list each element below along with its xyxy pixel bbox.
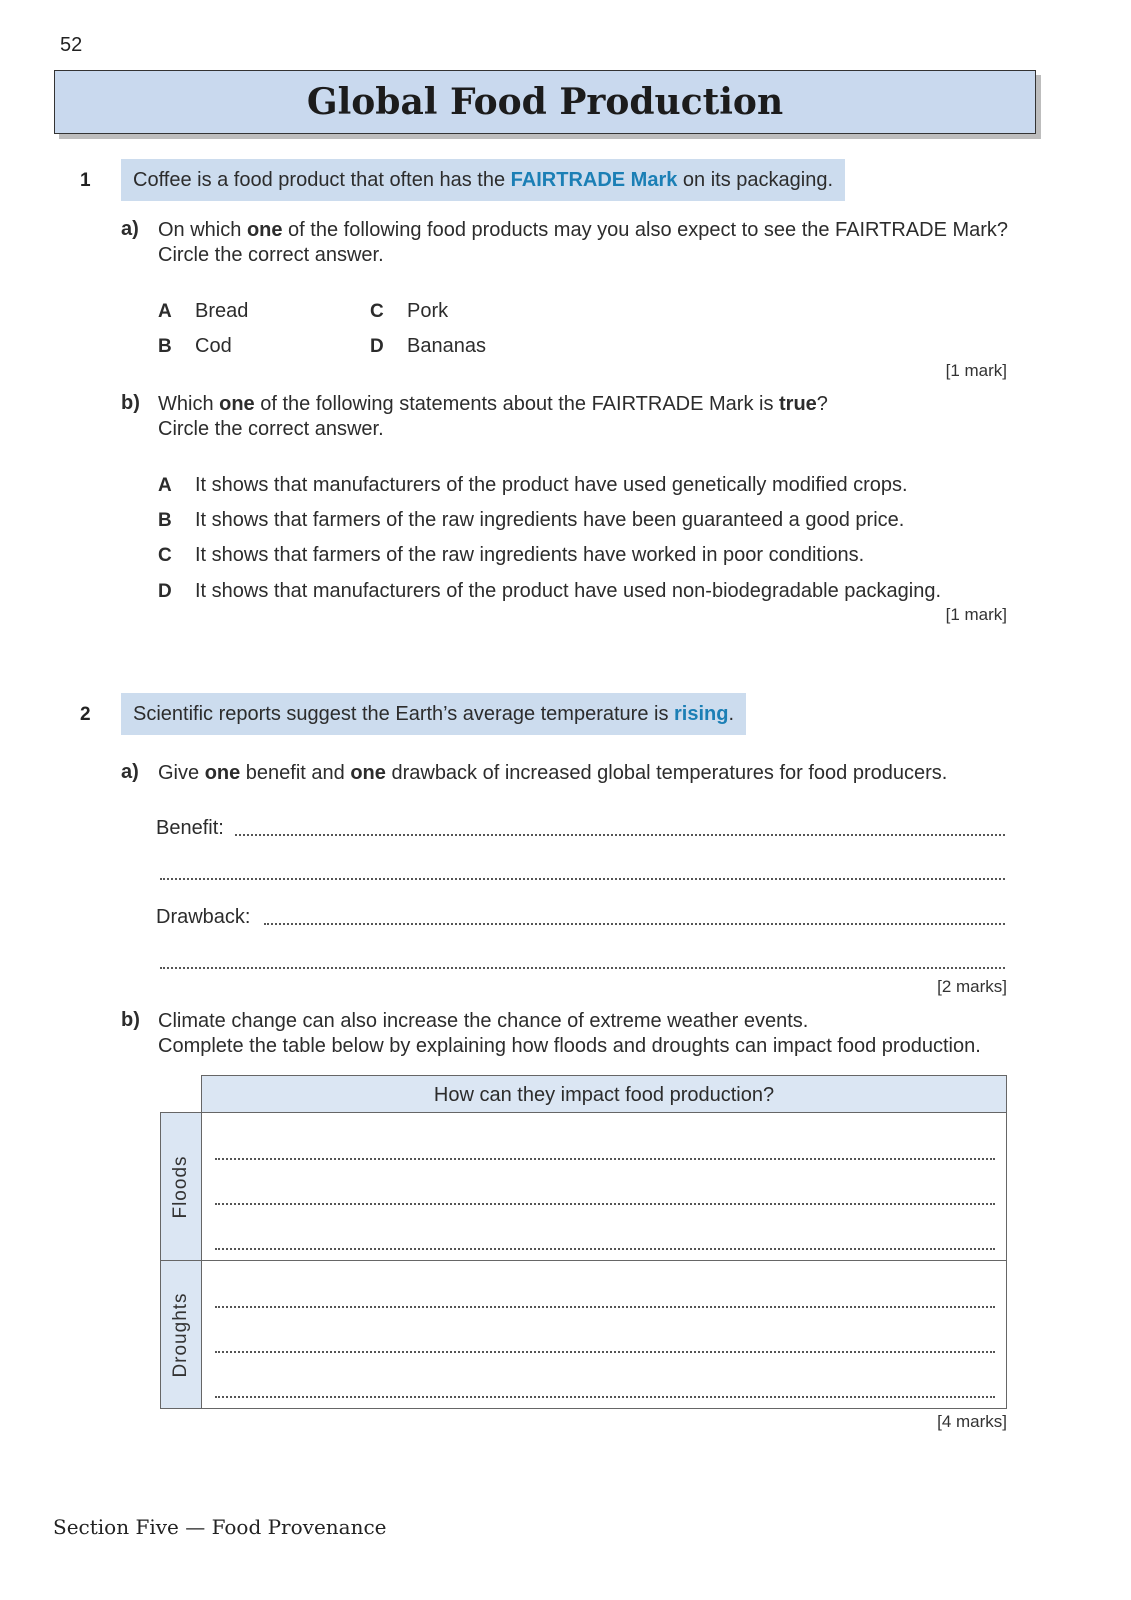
benefit-label: Benefit: bbox=[156, 817, 224, 839]
q2a-label: a) bbox=[121, 761, 139, 783]
intro-text: Scientific reports suggest the Earth’s average temperature is bbox=[133, 703, 675, 725]
q2a-marks: [2 marks] bbox=[937, 977, 1007, 996]
drawback-answer-line-2[interactable] bbox=[160, 967, 1005, 969]
q1b-option-d[interactable] bbox=[158, 579, 942, 604]
prompt-bold: one bbox=[246, 219, 283, 241]
prompt-bold: one bbox=[204, 762, 241, 784]
q2a-prompt bbox=[158, 761, 947, 786]
floods-answer-line-2[interactable] bbox=[215, 1203, 995, 1205]
rising-highlight: rising bbox=[674, 703, 729, 725]
drawback-label: Drawback: bbox=[156, 906, 251, 928]
option-letter: A bbox=[158, 475, 172, 496]
prompt-text: On which bbox=[158, 219, 247, 241]
prompt-text-end: drawback of increased global temperatures for food producers. bbox=[385, 762, 948, 784]
q1b-label: b) bbox=[121, 392, 140, 414]
option-letter: D bbox=[158, 581, 172, 602]
option-text: Cod bbox=[195, 335, 232, 357]
q1a-marks: [1 mark] bbox=[945, 361, 1007, 380]
drawback-answer-line-1[interactable] bbox=[264, 923, 1005, 925]
section-footer: Section Five — Food Provenance bbox=[53, 1515, 387, 1539]
benefit-answer-line-1[interactable] bbox=[235, 834, 1005, 836]
page-number: 52 bbox=[60, 34, 83, 56]
prompt-text-end: of the following food products may you also expect to see the FAIRTRADE Mark? bbox=[282, 219, 1009, 241]
intro-text: Coffee is a food product that often has the bbox=[133, 169, 511, 191]
prompt-bold-2: one bbox=[350, 762, 386, 784]
q1a-label: a) bbox=[121, 218, 139, 240]
floods-label: Floods bbox=[170, 1154, 191, 1219]
prompt-instruction: Complete the table below by explaining how floods and droughts can impact food production. bbox=[158, 1035, 981, 1057]
title-banner bbox=[54, 70, 1036, 134]
question-2-intro bbox=[121, 693, 746, 735]
q1a-option-c[interactable] bbox=[370, 299, 449, 324]
q1b-prompt bbox=[158, 392, 828, 442]
option-letter: A bbox=[158, 301, 172, 322]
impact-table-row-floods bbox=[160, 1112, 1007, 1261]
option-text: It shows that farmers of the raw ingredients have worked in poor conditions. bbox=[195, 544, 865, 566]
option-text: It shows that manufacturers of the product have used non-biodegradable packaging. bbox=[195, 580, 942, 602]
prompt-text-mid: benefit and bbox=[240, 762, 351, 784]
page-title: Global Food Production bbox=[306, 81, 784, 123]
prompt-text: Which bbox=[158, 393, 220, 415]
q2b-marks: [4 marks] bbox=[937, 1412, 1007, 1431]
intro-text-end: . bbox=[728, 703, 735, 725]
q1b-marks: [1 mark] bbox=[945, 605, 1007, 624]
option-letter: B bbox=[158, 510, 172, 531]
question-1-intro bbox=[121, 159, 845, 201]
q1b-option-c[interactable] bbox=[158, 543, 865, 568]
prompt-instruction: Circle the correct answer. bbox=[158, 418, 384, 440]
option-letter: D bbox=[370, 336, 384, 357]
q1a-option-a[interactable] bbox=[158, 299, 249, 324]
option-text: Bananas bbox=[407, 335, 486, 357]
impact-table-header: How can they impact food production? bbox=[201, 1075, 1007, 1113]
q1a-option-d[interactable] bbox=[370, 334, 486, 359]
option-text: It shows that farmers of the raw ingredients have been guaranteed a good price. bbox=[195, 509, 905, 531]
fairtrade-mark-highlight: FAIRTRADE Mark bbox=[510, 169, 678, 191]
row-label-floods bbox=[161, 1113, 202, 1260]
prompt-bold: one bbox=[219, 393, 255, 415]
q1b-option-a[interactable] bbox=[158, 473, 908, 498]
prompt-bold-true: true bbox=[779, 393, 817, 415]
option-text: Pork bbox=[407, 300, 449, 322]
prompt-instruction: Circle the correct answer. bbox=[158, 244, 384, 266]
option-letter: C bbox=[158, 545, 172, 566]
prompt-text-end: ? bbox=[816, 393, 828, 415]
floods-answer-line-3[interactable] bbox=[215, 1248, 995, 1250]
droughts-answer-line-3[interactable] bbox=[215, 1396, 995, 1398]
option-text: It shows that manufacturers of the product have used genetically modified crops. bbox=[195, 474, 908, 496]
benefit-answer-line-2[interactable] bbox=[160, 878, 1005, 880]
intro-text-end: on its packaging. bbox=[677, 169, 834, 191]
q2b-label: b) bbox=[121, 1009, 140, 1031]
droughts-answer-line-2[interactable] bbox=[215, 1351, 995, 1353]
prompt-text-mid: of the following statements about the FAIRTRADE Mark is bbox=[254, 393, 779, 415]
impact-table-row-droughts bbox=[160, 1260, 1007, 1409]
question-2-number: 2 bbox=[80, 704, 91, 725]
droughts-label: Droughts bbox=[170, 1291, 191, 1378]
question-1-number: 1 bbox=[80, 170, 91, 191]
option-letter: B bbox=[158, 336, 172, 357]
prompt-text: Give bbox=[158, 762, 205, 784]
q1a-option-b[interactable] bbox=[158, 334, 232, 359]
option-text: Bread bbox=[195, 300, 249, 322]
q1b-option-b[interactable] bbox=[158, 508, 905, 533]
q2b-prompt bbox=[158, 1009, 981, 1059]
floods-answer-line-1[interactable] bbox=[215, 1158, 995, 1160]
row-label-droughts bbox=[161, 1261, 202, 1408]
droughts-answer-line-1[interactable] bbox=[215, 1306, 995, 1308]
option-letter: C bbox=[370, 301, 384, 322]
q1a-prompt bbox=[158, 218, 1008, 268]
prompt-text: Climate change can also increase the chance of extreme weather events. bbox=[158, 1010, 809, 1032]
